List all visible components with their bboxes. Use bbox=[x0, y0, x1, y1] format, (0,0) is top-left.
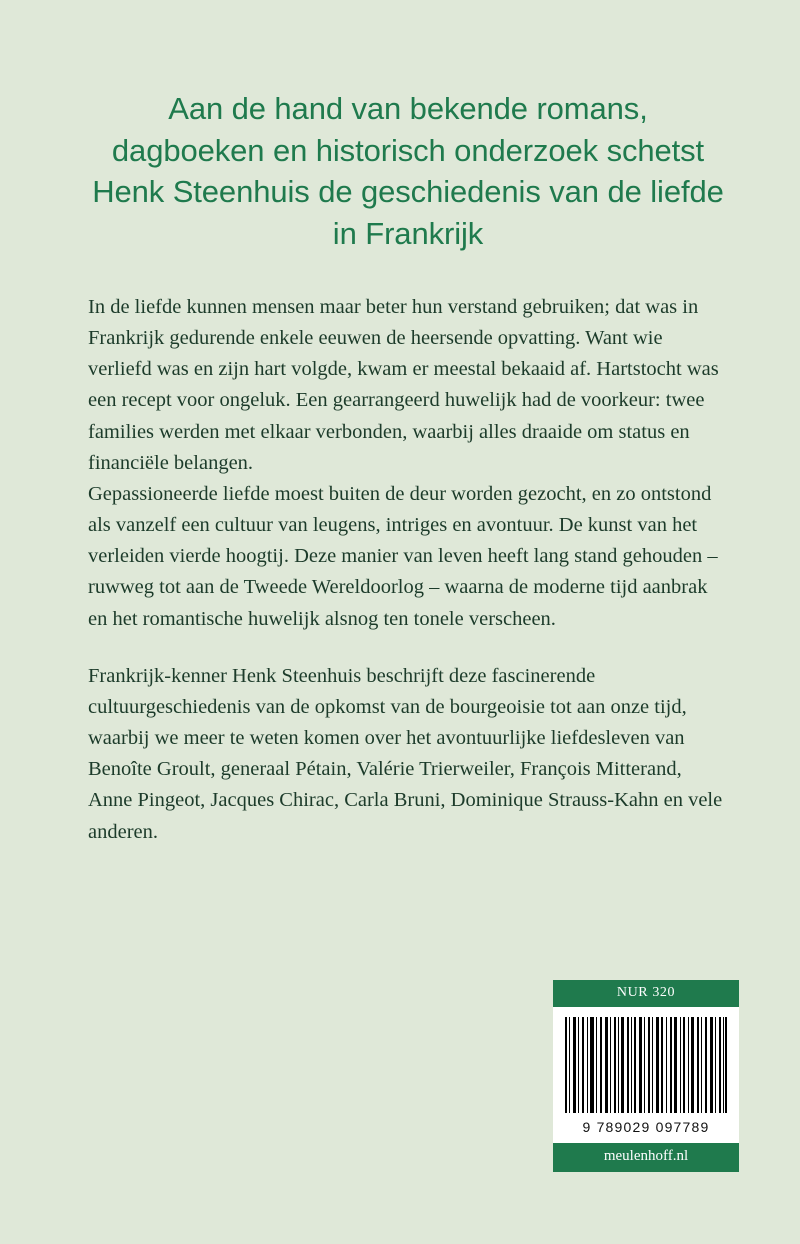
blurb-paragraph-2: Gepassioneerde liefde moest buiten de deur worden gezocht, en zo ontstond als vanzelf een cultuur van leugens, intriges en avontuur. De kunst van het verleiden vierde hoogtij. Deze manier van leven heeft lang stand gehouden – ruwweg tot aan de Tweede Wereldoorlog – waarna de moderne tijd aanbrak en het romantische huwelijk alsnog ten tonele verscheen. bbox=[88, 482, 718, 630]
isbn-number: 9 789029 097789 bbox=[553, 1117, 739, 1143]
barcode-block bbox=[553, 980, 739, 1172]
barcode-icon bbox=[565, 1017, 727, 1113]
blurb-paragraph-1: In de liefde kunnen mensen maar beter hun verstand gebruiken; dat was in Frankrijk gedurende enkele eeuwen de heersende opvatting. Want wie verliefd was en zijn hart volgde, kwam er meestal bekaaid af. Hartstocht was een recept voor ongeluk. Een gearrangeerd huwelijk had de voorkeur: twee families werden met elkaar verbonden, waarbij alles draaide om status en financiële belangen. bbox=[88, 296, 719, 474]
publisher-url[interactable]: meulenhoff.nl bbox=[553, 1143, 739, 1172]
barcode-image-area bbox=[553, 1007, 739, 1117]
nur-label: NUR 320 bbox=[553, 980, 739, 1007]
headline-text: Aan de hand van bekende romans, dagboeken en historisch onderzoek schetst Henk Steenhuis de geschiedenis van de liefde in Frankrijk bbox=[92, 91, 724, 251]
blurb-text-block bbox=[88, 292, 724, 848]
blurb-paragraph-3: Frankrijk-kenner Henk Steenhuis beschrijft deze fascinerende cultuurgeschiedenis van de opkomst van de bourgeoisie tot aan onze tijd, waarbij we meer te weten komen over het avontuurlijke liefdesleven van Benoîte Groult, generaal Pétain, Valérie Trierweiler, François Mitterand, Anne Pingeot, Jacques Chirac, Carla Bruni, Dominique Strauss-Kahn en vele anderen. bbox=[88, 664, 723, 843]
